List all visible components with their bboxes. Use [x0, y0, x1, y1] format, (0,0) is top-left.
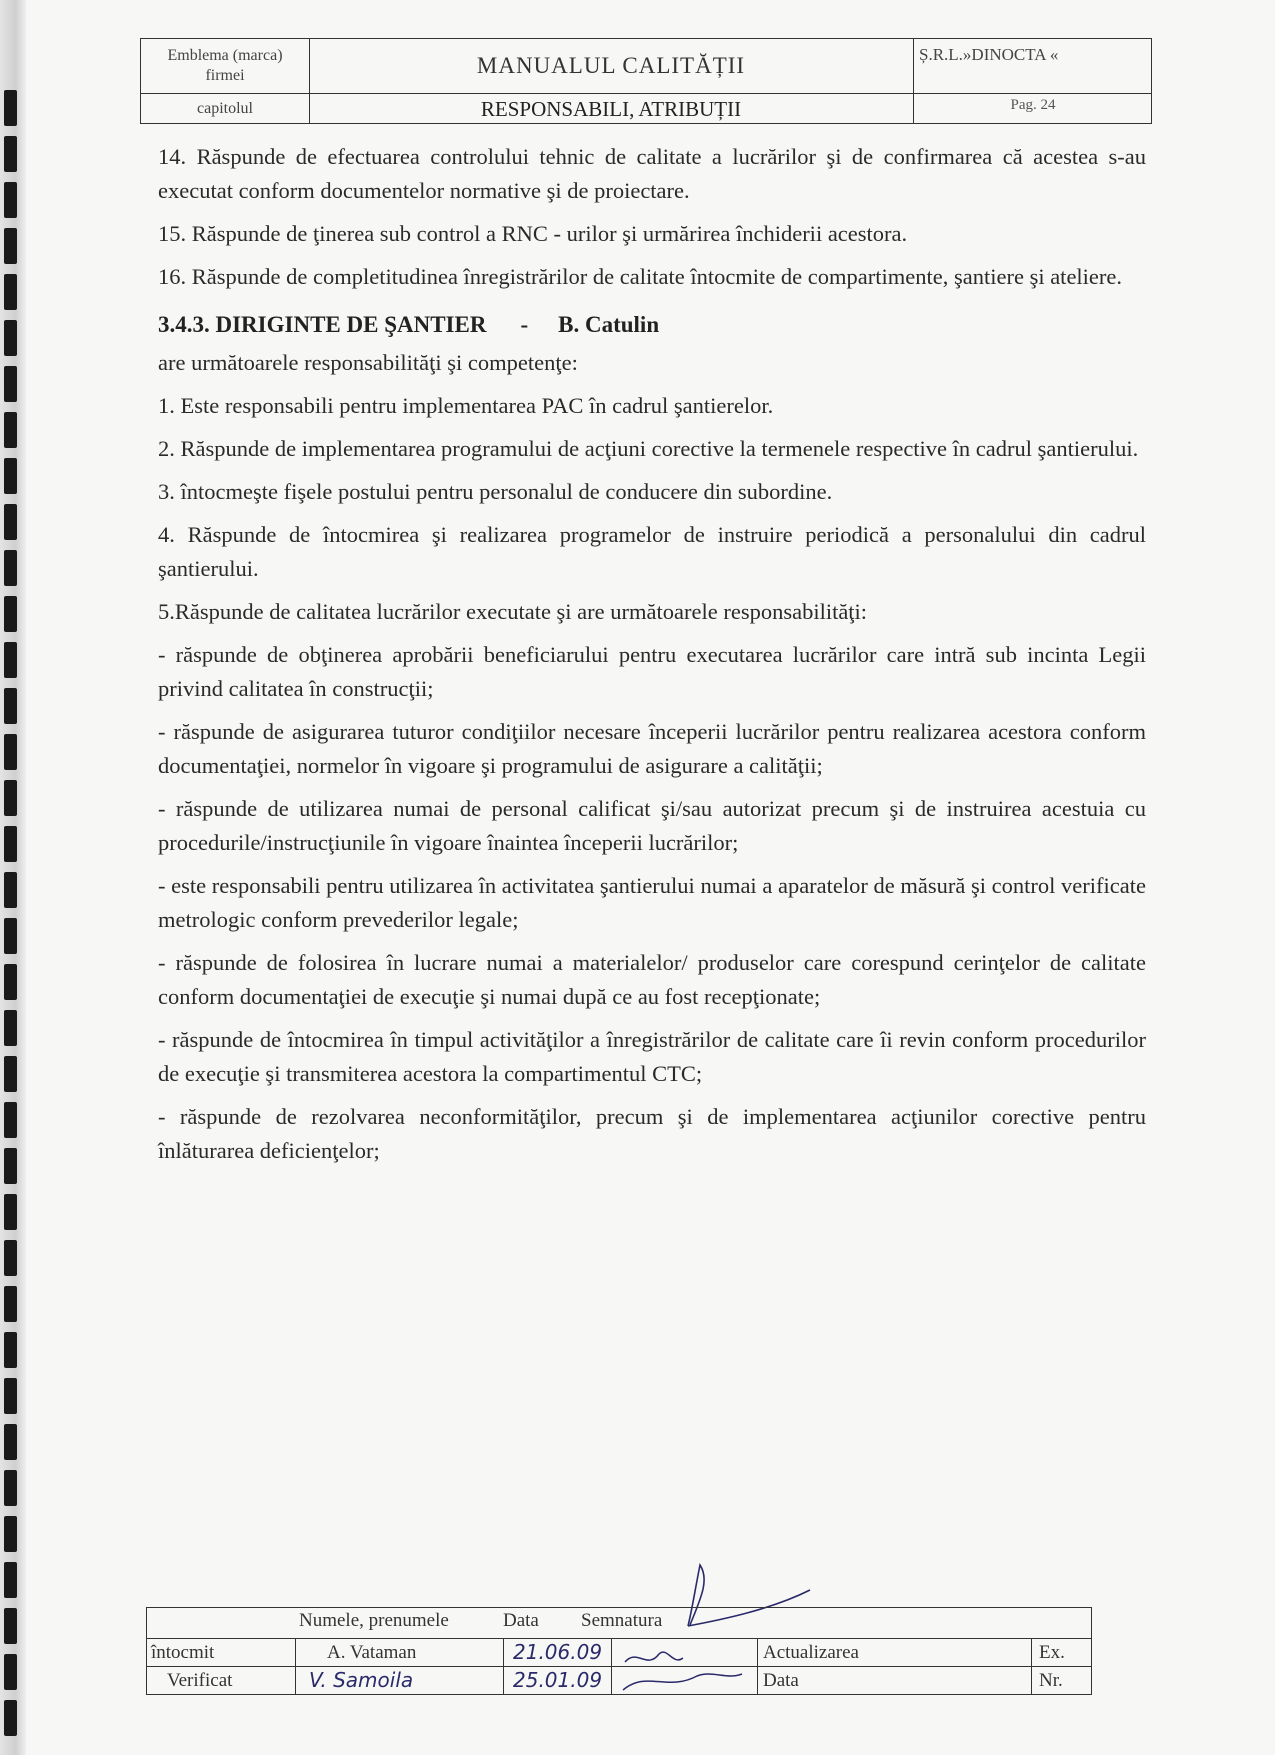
- binding-hole: [4, 1240, 17, 1276]
- binding-hole: [4, 1470, 17, 1506]
- binding-hole: [4, 1056, 17, 1092]
- binding-hole: [4, 780, 17, 816]
- binding-hole: [4, 1010, 17, 1046]
- binding-hole: [4, 596, 17, 632]
- binding-hole: [4, 1700, 17, 1736]
- binding-hole: [4, 964, 17, 1000]
- binding-hole: [4, 1148, 17, 1184]
- chapter-label: capitolul: [197, 100, 253, 117]
- chapter-title: RESPONSABILI, ATRIBUȚII: [480, 96, 742, 121]
- list-item: 3. întocmeşte fişele postului pentru personalul de conducere din subordine.: [158, 479, 833, 504]
- section-heading-dash: -: [520, 312, 529, 337]
- list-item: - răspunde de rezolvarea neconformităţilor, precum şi de implementarea acţiunilor corective pentru înlăturarea deficienţelor;: [158, 1104, 1146, 1163]
- ex-label: Ex.: [1039, 1642, 1065, 1663]
- row-verificat-label: Verificat: [167, 1670, 233, 1691]
- list-item: - răspunde de folosirea în lucrare numai a materialelor/ produselor care corespund cerinţelor de calitate conform documentaţiei de execuţie şi numai după ce au fost recepţionate;: [158, 950, 1146, 1009]
- binding-hole: [4, 458, 17, 494]
- row-intocmit-name: A. Vataman: [327, 1642, 417, 1663]
- binding-hole: [4, 688, 17, 724]
- binding-hole: [4, 90, 17, 126]
- binding-hole: [4, 1286, 17, 1322]
- binding-hole: [4, 550, 17, 586]
- item-15: 15. Răspunde de ţinerea sub control a RNC - urilor şi urmărirea închiderii acestora.: [158, 221, 908, 246]
- list-item: - răspunde de obţinerea aprobării beneficiarului pentru executarea lucrărilor care intră sub incinta Legii privind calitatea în construcţii;: [158, 642, 1146, 701]
- date-label: Data: [763, 1670, 799, 1691]
- list-item: - răspunde de întocmirea în timpul activităţilor a înregistrărilor de calitate care îi revin conform procedurilor de execuţie şi transmiterea acestora la compartimentul CTC;: [158, 1027, 1146, 1086]
- header-table: [140, 38, 1152, 124]
- page-number: Pag. 24: [1010, 96, 1056, 113]
- row-intocmit-date: 21.06.09: [513, 1640, 603, 1664]
- emblem-label: Emblema (marca) firmei: [167, 47, 283, 84]
- col-sign-header: Semnatura: [581, 1610, 663, 1631]
- binding-hole: [4, 1608, 17, 1644]
- company-name: Ș.R.L.»DINOCTA «: [919, 45, 1059, 64]
- binding-hole: [4, 366, 17, 402]
- col-date-header: Data: [503, 1610, 539, 1631]
- list-item: 1. Este responsabili pentru implementarea PAC în cadrul şantierelor.: [158, 393, 774, 418]
- binding-hole: [4, 1332, 17, 1368]
- binding-hole: [4, 1516, 17, 1552]
- col-name-header: Numele, prenumele: [299, 1610, 449, 1631]
- section-heading-title: 3.4.3. DIRIGINTE DE ŞANTIER: [158, 312, 487, 337]
- binding-hole: [4, 826, 17, 862]
- signature-scribble: [617, 1640, 747, 1694]
- manual-title: MANUALUL CALITĂȚII: [476, 53, 746, 78]
- list-item: 4. Răspunde de întocmirea şi realizarea programelor de instruire periodică a personalului din cadrul şantierului.: [158, 522, 1146, 581]
- binding-hole: [4, 320, 17, 356]
- binding-hole: [4, 412, 17, 448]
- section-intro: are următoarele responsabilităţi şi competenţe:: [158, 350, 578, 375]
- section-heading: [158, 308, 1146, 342]
- binding-hole: [4, 228, 17, 264]
- binding-hole: [4, 1194, 17, 1230]
- update-label: Actualizarea: [763, 1642, 859, 1663]
- binding-hole: [4, 872, 17, 908]
- item-16: 16. Răspunde de completitudinea înregistrărilor de calitate întocmite de compartimente, şantiere şi ateliere.: [158, 264, 1123, 289]
- binding-hole: [4, 1424, 17, 1460]
- row-verificat-name: V. Samoila: [309, 1668, 414, 1692]
- section-heading-person: B. Catulin: [558, 312, 660, 337]
- list-item: 5.Răspunde de calitatea lucrărilor executate şi are următoarele responsabilităţi:: [158, 599, 868, 624]
- binding-strip: [0, 0, 26, 1755]
- binding-hole: [4, 642, 17, 678]
- list-item: - răspunde de utilizarea numai de personal calificat şi/sau autorizat precum şi de instruirea acestuia cu procedurile/instrucţiunile în vigoare înaintea începerii lucrărilor;: [158, 796, 1146, 855]
- binding-hole: [4, 1562, 17, 1598]
- item-14: 14. Răspunde de efectuarea controlului tehnic de calitate a lucrărilor şi de confirmarea că acestea s-au executat conform documentelor normative şi de proiectare.: [158, 144, 1146, 203]
- binding-hole: [4, 1654, 17, 1690]
- binding-hole: [4, 1102, 17, 1138]
- document-body: [158, 140, 1146, 1177]
- footer-table: [146, 1607, 1092, 1695]
- nr-label: Nr.: [1039, 1670, 1063, 1691]
- binding-hole: [4, 182, 17, 218]
- row-intocmit-label: întocmit: [151, 1642, 215, 1663]
- binding-hole: [4, 1378, 17, 1414]
- binding-hole: [4, 274, 17, 310]
- list-item: 2. Răspunde de implementarea programului de acţiuni corective la termenele respective în cadrul şantierului.: [158, 436, 1139, 461]
- binding-hole: [4, 734, 17, 770]
- binding-hole: [4, 504, 17, 540]
- list-item: - este responsabili pentru utilizarea în activitatea şantierului numai a aparatelor de măsură şi control verificate metrologic conform prevederilor legale;: [158, 873, 1146, 932]
- row-verificat-date: 25.01.09: [513, 1668, 603, 1692]
- binding-hole: [4, 918, 17, 954]
- binding-hole: [4, 136, 17, 172]
- list-item: - răspunde de asigurarea tuturor condiţiilor necesare începerii lucrărilor pentru realizarea acestora conform documentaţiei, normelor în vigoare şi programului de asigurare a calităţii;: [158, 719, 1146, 778]
